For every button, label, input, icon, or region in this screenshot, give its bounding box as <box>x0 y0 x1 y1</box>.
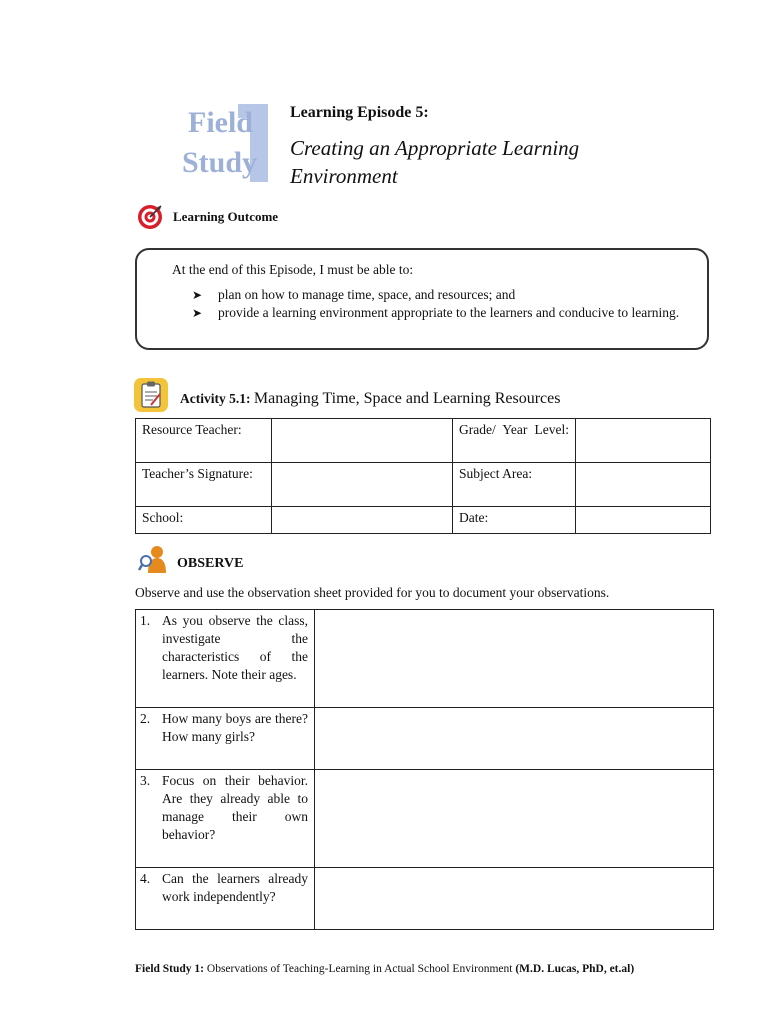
logo-word-field: Field <box>188 106 253 139</box>
question-cell <box>136 770 315 868</box>
clipboard-icon <box>133 377 169 413</box>
observe-intro: Observe and use the observation sheet provided for you to document your observations. <box>135 585 610 600</box>
answer-cell[interactable] <box>315 708 714 770</box>
question-cell <box>136 708 315 770</box>
list-item: ➤ provide a learning environment appropriate to the learners and conducive to learning. <box>192 305 680 320</box>
table-row <box>136 507 711 534</box>
input-cell[interactable] <box>272 419 453 463</box>
table-row <box>136 708 714 770</box>
learning-outcome-heading: Learning Outcome <box>173 209 279 224</box>
question-number: 4. <box>140 871 151 886</box>
input-cell[interactable] <box>272 463 453 507</box>
table-row <box>136 868 714 930</box>
episode-title-line2: Environment <box>290 164 398 188</box>
table-cell: Subject Area: <box>453 463 576 507</box>
arrow-bullet-icon: ➤ <box>192 306 203 320</box>
table-row <box>136 770 714 868</box>
field-study-logo <box>180 104 280 190</box>
table-row <box>136 419 711 463</box>
list-item: ➤ plan on how to manage time, space, and resources; and <box>192 287 516 302</box>
table-cell: Date: <box>453 507 576 534</box>
answer-cell[interactable] <box>315 770 714 868</box>
learning-outcome-intro: At the end of this Episode, I must be able to: <box>172 262 414 277</box>
input-cell[interactable] <box>576 463 711 507</box>
question-text: How many boys are there? How many girls? <box>162 711 308 744</box>
table-cell: Teacher’s Signature: <box>136 463 272 507</box>
table-cell: School: <box>136 507 272 534</box>
footer-prefix: Field Study 1: <box>135 963 205 975</box>
activity-title: Managing Time, Space and Learning Resources <box>253 390 561 407</box>
question-number: 2. <box>140 711 151 726</box>
target-icon <box>137 204 163 230</box>
question-text: As you observe the class, investigate the characteristics of the learners. Note their ages. <box>162 613 308 682</box>
question-text: Focus on their behavior. Are they already able to manage their own behavior? <box>162 773 308 842</box>
logo-word-study: Study <box>182 146 258 179</box>
observer-person-icon <box>138 544 168 574</box>
arrow-bullet-icon: ➤ <box>192 288 203 302</box>
episode-title <box>290 134 690 190</box>
input-cell[interactable] <box>272 507 453 534</box>
answer-cell[interactable] <box>315 868 714 930</box>
activity-info-table <box>135 418 711 534</box>
table-row <box>136 610 714 708</box>
learning-outcome-list <box>192 286 696 322</box>
observation-table <box>135 609 714 930</box>
page-footer <box>135 963 634 975</box>
table-cell: Resource Teacher: <box>136 419 272 463</box>
question-cell <box>136 610 315 708</box>
question-number: 3. <box>140 773 151 788</box>
table-cell: Grade/ Year Level: <box>453 419 576 463</box>
answer-cell[interactable] <box>315 610 714 708</box>
activity-label: Activity 5.1: <box>180 391 251 406</box>
activity-heading <box>180 390 560 408</box>
question-text: Can the learners already work independently? <box>162 871 308 904</box>
question-cell <box>136 868 315 930</box>
footer-text: Observations of Teaching-Learning in Actual School Environment <box>206 963 513 975</box>
question-number: 1. <box>140 613 151 628</box>
episode-label: Learning Episode 5: <box>290 104 429 121</box>
input-cell[interactable] <box>576 507 711 534</box>
input-cell[interactable] <box>576 419 711 463</box>
observe-heading: OBSERVE <box>177 556 244 571</box>
footer-authors: (M.D. Lucas, PhD, et.al) <box>515 963 635 975</box>
table-row <box>136 463 711 507</box>
episode-title-line1: Creating an Appropriate Learning <box>290 136 580 160</box>
